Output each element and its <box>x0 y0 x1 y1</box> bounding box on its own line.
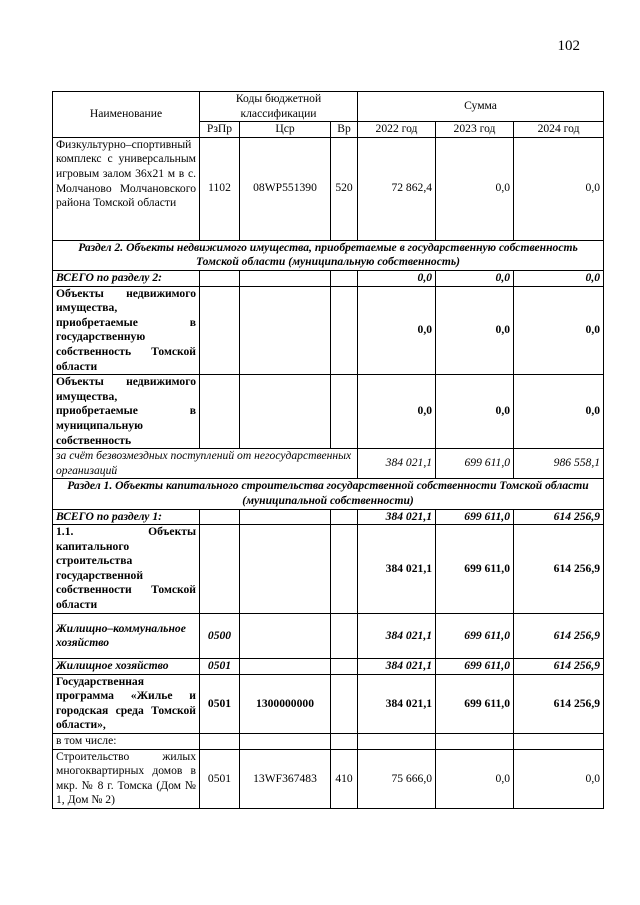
row-2022: 384 021,1 <box>358 614 436 659</box>
row-2022: 72 862,4 <box>358 137 436 240</box>
section-row <box>53 479 604 509</box>
row-2023: 699 611,0 <box>436 614 514 659</box>
row-2024: 0,0 <box>514 375 604 449</box>
row-2023: 0,0 <box>436 137 514 240</box>
row-csr <box>240 286 331 375</box>
row-2023: 699 611,0 <box>436 525 514 614</box>
row-rzpr: 1102 <box>200 137 240 240</box>
row-2023: 699 611,0 <box>436 674 514 733</box>
row-2022: 384 021,1 <box>358 525 436 614</box>
table-row <box>53 734 604 750</box>
row-name: за счёт безвозмездных поступлений от негосударственных организаций <box>53 449 358 479</box>
section-1-title: Раздел 1. Объекты капитального строительства государственной собственности Томской области (муниципальной собственности) <box>53 479 604 509</box>
row-vr <box>331 734 358 750</box>
row-2023: 699 611,0 <box>436 659 514 675</box>
row-csr <box>240 525 331 614</box>
row-2022 <box>358 734 436 750</box>
row-2022: 384 021,1 <box>358 449 436 479</box>
table-row <box>53 375 604 449</box>
row-rzpr: 0501 <box>200 659 240 675</box>
row-2023: 0,0 <box>436 286 514 375</box>
row-2023: 0,0 <box>436 375 514 449</box>
row-vr <box>331 525 358 614</box>
header-row-1 <box>53 92 604 122</box>
table-row <box>53 749 604 808</box>
row-2022: 0,0 <box>358 270 436 286</box>
row-2022: 384 021,1 <box>358 659 436 675</box>
row-csr <box>240 509 331 525</box>
row-2023: 0,0 <box>436 270 514 286</box>
row-2024: 0,0 <box>514 749 604 808</box>
row-csr <box>240 659 331 675</box>
row-vr <box>331 614 358 659</box>
row-csr <box>240 270 331 286</box>
table-row <box>53 659 604 675</box>
row-name: Государственная программа «Жилье и городская среда Томской области», <box>53 674 200 733</box>
row-rzpr <box>200 525 240 614</box>
header-2023: 2023 год <box>436 122 514 138</box>
row-rzpr: 0501 <box>200 749 240 808</box>
row-vr <box>331 286 358 375</box>
row-rzpr: 0501 <box>200 674 240 733</box>
header-rzpr: РзПр <box>200 122 240 138</box>
row-rzpr <box>200 375 240 449</box>
row-vr <box>331 674 358 733</box>
row-name: Жилищно–коммунальное хозяйство <box>53 614 200 659</box>
row-2022: 0,0 <box>358 286 436 375</box>
row-vr <box>331 659 358 675</box>
row-2023: 699 611,0 <box>436 509 514 525</box>
header-2022: 2022 год <box>358 122 436 138</box>
row-name: Объекты недвижимого имущества, приобретаемые в государственную собственность Томской области <box>53 286 200 375</box>
row-2022: 0,0 <box>358 375 436 449</box>
row-2024: 0,0 <box>514 137 604 240</box>
header-csr: Цср <box>240 122 331 138</box>
row-2023: 699 611,0 <box>436 449 514 479</box>
row-2022: 75 666,0 <box>358 749 436 808</box>
row-name: 1.1. Объекты капитального строительства государственной собственности Томской области <box>53 525 200 614</box>
row-vr <box>331 375 358 449</box>
row-2024: 0,0 <box>514 286 604 375</box>
row-name: Объекты недвижимого имущества, приобретаемые в муниципальную собственность <box>53 375 200 449</box>
row-vr <box>331 270 358 286</box>
total-row <box>53 270 604 286</box>
table-row <box>53 286 604 375</box>
row-2022: 384 021,1 <box>358 509 436 525</box>
row-2024: 986 558,1 <box>514 449 604 479</box>
row-2024: 614 256,9 <box>514 525 604 614</box>
row-name: Строительство жилых многоквартирных домов в мкр. № 8 г. Томска (Дом № 1, Дом № 2) <box>53 749 200 808</box>
row-rzpr <box>200 270 240 286</box>
row-csr: 1300000000 <box>240 674 331 733</box>
row-name: в том числе: <box>53 734 200 750</box>
row-2024: 0,0 <box>514 270 604 286</box>
section-row <box>53 240 604 270</box>
header-sum: Сумма <box>358 92 604 122</box>
row-vr: 520 <box>331 137 358 240</box>
row-name: Жилищное хозяйство <box>53 659 200 675</box>
page-number: 102 <box>557 38 580 54</box>
row-2024: 614 256,9 <box>514 614 604 659</box>
header-vr: Вр <box>331 122 358 138</box>
section-2-title: Раздел 2. Объекты недвижимого имущества, приобретаемые в государственную собственность Томской области (муниципальную собственность) <box>53 240 604 270</box>
table-row <box>53 137 604 240</box>
row-name: ВСЕГО по разделу 1: <box>53 509 200 525</box>
row-name: Физкультурно–спортивный комплекс с универсальным игровым залом 36х21 м в с. Молчаново Молчановского района Томской области <box>53 137 200 240</box>
row-csr <box>240 734 331 750</box>
row-2024: 614 256,9 <box>514 659 604 675</box>
row-csr: 13WF367483 <box>240 749 331 808</box>
row-vr <box>331 509 358 525</box>
row-2024: 614 256,9 <box>514 509 604 525</box>
row-2024 <box>514 734 604 750</box>
row-rzpr <box>200 734 240 750</box>
row-2023 <box>436 734 514 750</box>
row-rzpr <box>200 286 240 375</box>
total-row <box>53 509 604 525</box>
row-csr: 08WP551390 <box>240 137 331 240</box>
row-name: ВСЕГО по разделу 2: <box>53 270 200 286</box>
row-rzpr: 0500 <box>200 614 240 659</box>
header-codes: Коды бюджетной классификации <box>200 92 358 122</box>
row-2024: 614 256,9 <box>514 674 604 733</box>
table-row <box>53 449 604 479</box>
row-rzpr <box>200 509 240 525</box>
table-row <box>53 674 604 733</box>
header-name: Наименование <box>53 92 200 138</box>
row-2023: 0,0 <box>436 749 514 808</box>
table-row <box>53 614 604 659</box>
row-2022: 384 021,1 <box>358 674 436 733</box>
header-2024: 2024 год <box>514 122 604 138</box>
row-vr: 410 <box>331 749 358 808</box>
table-row <box>53 525 604 614</box>
row-csr <box>240 375 331 449</box>
budget-table <box>52 91 604 809</box>
row-csr <box>240 614 331 659</box>
